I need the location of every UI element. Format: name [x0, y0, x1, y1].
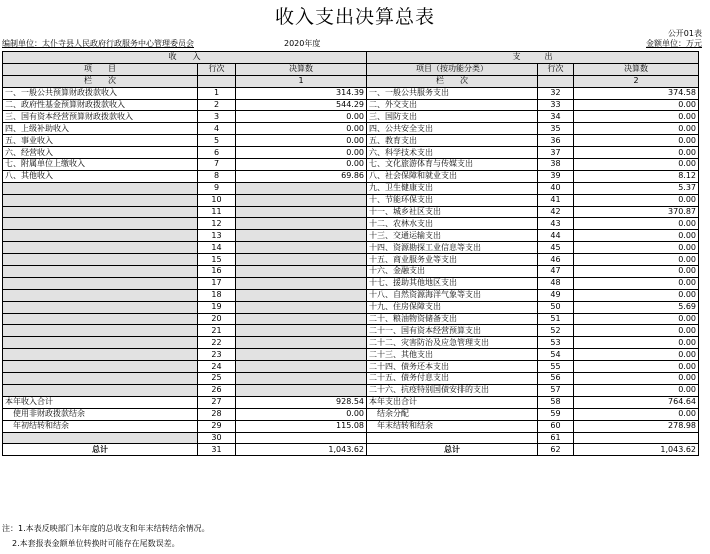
income-header: 收 入 [3, 52, 367, 64]
table-header-row [3, 52, 699, 64]
income-line-cell: 24 [198, 361, 236, 373]
footnotes [2, 521, 210, 551]
income-amount-cell [236, 301, 367, 313]
income-item-cell: 五、事业收入 [3, 135, 198, 147]
income-line-cell: 20 [198, 313, 236, 325]
income-line-cell: 21 [198, 325, 236, 337]
table-row [3, 242, 699, 254]
income-amount-cell [236, 432, 367, 444]
expense-line-cell: 43 [538, 218, 574, 230]
income-amount-cell: 314.39 [236, 87, 367, 99]
income-item-cell: 四、上级补助收入 [3, 123, 198, 135]
income-item-header: 项 目 [3, 63, 198, 75]
expense-line-cell: 34 [538, 111, 574, 123]
expense-item-cell: 十三、交通运输支出 [367, 230, 538, 242]
income-item-cell: 年初结转和结余 [3, 420, 198, 432]
expense-line-cell: 52 [538, 325, 574, 337]
income-amount-cell: 0.00 [236, 123, 367, 135]
table-row [3, 123, 699, 135]
income-item-cell: 二、政府性基金预算财政拨款收入 [3, 99, 198, 111]
expense-amount-cell: 0.00 [574, 313, 699, 325]
income-amount-cell [236, 277, 367, 289]
expense-amount-cell: 0.00 [574, 408, 699, 420]
expense-line-cell: 58 [538, 396, 574, 408]
income-amount-cell [236, 313, 367, 325]
table-row [3, 277, 699, 289]
income-amount-cell: 928.54 [236, 396, 367, 408]
expense-amount-cell: 370.87 [574, 206, 699, 218]
expense-amount-cell: 764.64 [574, 396, 699, 408]
table-row [3, 313, 699, 325]
income-item-cell: 六、经营收入 [3, 147, 198, 159]
expense-amount-cell: 0.00 [574, 123, 699, 135]
income-line-cell: 26 [198, 384, 236, 396]
table-row [3, 135, 699, 147]
income-amount-cell [236, 384, 367, 396]
income-amount-cell [236, 361, 367, 373]
income-line-cell: 3 [198, 111, 236, 123]
expense-line-cell: 35 [538, 123, 574, 135]
expense-item-cell: 十、节能环保支出 [367, 194, 538, 206]
income-item-cell: 八、其他收入 [3, 170, 198, 182]
expense-amount-cell: 0.00 [574, 254, 699, 266]
expense-amount-cell: 0.00 [574, 373, 699, 385]
income-column-blank [198, 75, 236, 87]
income-item-cell [3, 230, 198, 242]
income-amount-cell: 115.08 [236, 420, 367, 432]
expense-amount-cell [574, 432, 699, 444]
money-unit: 金额单位：万元 [646, 39, 702, 48]
table-row [3, 337, 699, 349]
income-amount-cell [236, 218, 367, 230]
income-amount-cell [236, 230, 367, 242]
income-line-cell: 5 [198, 135, 236, 147]
expense-line-cell: 40 [538, 182, 574, 194]
expense-line-cell: 37 [538, 147, 574, 159]
table-row [3, 301, 699, 313]
expense-line-cell: 50 [538, 301, 574, 313]
column-index-row [3, 75, 699, 87]
table-row [3, 289, 699, 301]
income-amount-cell [236, 325, 367, 337]
expense-item-cell: 十一、城乡社区支出 [367, 206, 538, 218]
expense-item-cell: 七、文化旅游体育与传媒支出 [367, 159, 538, 171]
income-item-cell [3, 349, 198, 361]
table-row [3, 99, 699, 111]
income-amount-header: 决算数 [236, 63, 367, 75]
income-item-cell [3, 218, 198, 230]
expense-item-cell: 十四、资源勘探工业信息等支出 [367, 242, 538, 254]
income-line-cell: 8 [198, 170, 236, 182]
income-line-cell: 25 [198, 373, 236, 385]
table-row [3, 254, 699, 266]
expense-item-cell: 五、教育支出 [367, 135, 538, 147]
table-row [3, 218, 699, 230]
income-amount-cell [236, 194, 367, 206]
expense-amount-cell: 0.00 [574, 135, 699, 147]
report-year: 2020年度 [284, 39, 321, 48]
expense-line-cell: 53 [538, 337, 574, 349]
income-item-cell: 一、一般公共预算财政拨款收入 [3, 87, 198, 99]
table-row [3, 87, 699, 99]
expense-column-blank [538, 75, 574, 87]
expense-item-cell: 十六、金融支出 [367, 266, 538, 278]
expense-amount-cell: 0.00 [574, 325, 699, 337]
expense-amount-cell: 0.00 [574, 266, 699, 278]
income-item-cell: 使用非财政拨款结余 [3, 408, 198, 420]
expense-line-cell: 47 [538, 266, 574, 278]
expense-item-cell: 二十、粮油物资储备支出 [367, 313, 538, 325]
expense-item-cell: 二十一、国有资本经营预算支出 [367, 325, 538, 337]
expense-line-cell: 54 [538, 349, 574, 361]
expense-line-cell: 41 [538, 194, 574, 206]
income-line-cell: 6 [198, 147, 236, 159]
expense-line-cell: 61 [538, 432, 574, 444]
income-item-cell: 总计 [3, 444, 198, 456]
expense-amount-cell: 5.37 [574, 182, 699, 194]
table-row [3, 147, 699, 159]
expense-item-cell: 六、科学技术支出 [367, 147, 538, 159]
expense-item-cell: 十二、农林水支出 [367, 218, 538, 230]
income-item-cell: 三、国有资本经营预算财政拨款收入 [3, 111, 198, 123]
income-amount-cell [236, 266, 367, 278]
expense-amount-cell: 1,043.62 [574, 444, 699, 456]
income-amount-cell: 0.00 [236, 135, 367, 147]
income-line-cell: 11 [198, 206, 236, 218]
income-amount-cell [236, 254, 367, 266]
income-amount-cell: 0.00 [236, 159, 367, 171]
table-row [3, 384, 699, 396]
expense-line-cell: 48 [538, 277, 574, 289]
expense-amount-cell: 374.58 [574, 87, 699, 99]
expense-item-cell: 九、卫生健康支出 [367, 182, 538, 194]
expense-amount-cell: 0.00 [574, 337, 699, 349]
expense-amount-cell: 0.00 [574, 361, 699, 373]
report-meta [2, 38, 702, 50]
expense-item-cell: 二、外交支出 [367, 99, 538, 111]
table-row [3, 159, 699, 171]
table-row [3, 396, 699, 408]
income-item-cell: 本年收入合计 [3, 396, 198, 408]
expense-line-cell: 59 [538, 408, 574, 420]
income-line-cell: 1 [198, 87, 236, 99]
form-code: 公开01表 [667, 29, 702, 38]
income-item-cell [3, 313, 198, 325]
income-item-cell [3, 289, 198, 301]
expense-column-label: 栏 次 [367, 75, 538, 87]
expense-line-cell: 62 [538, 444, 574, 456]
income-line-cell: 2 [198, 99, 236, 111]
income-line-cell: 7 [198, 159, 236, 171]
expense-item-cell: 二十二、灾害防治及应急管理支出 [367, 337, 538, 349]
income-line-cell: 9 [198, 182, 236, 194]
income-amount-cell: 544.29 [236, 99, 367, 111]
expense-amount-cell: 8.12 [574, 170, 699, 182]
income-line-cell: 31 [198, 444, 236, 456]
expense-amount-header: 决算数 [574, 63, 699, 75]
expense-item-cell: 三、国防支出 [367, 111, 538, 123]
expense-amount-cell: 0.00 [574, 384, 699, 396]
income-item-cell [3, 242, 198, 254]
income-line-cell: 23 [198, 349, 236, 361]
income-amount-cell: 0.00 [236, 408, 367, 420]
expense-line-cell: 33 [538, 99, 574, 111]
income-line-cell: 30 [198, 432, 236, 444]
expense-line-cell: 57 [538, 384, 574, 396]
income-item-cell [3, 182, 198, 194]
expense-line-header: 行次 [538, 63, 574, 75]
expense-item-cell: 二十五、债务付息支出 [367, 373, 538, 385]
table-row [3, 361, 699, 373]
income-item-cell [3, 254, 198, 266]
expense-amount-cell: 0.00 [574, 349, 699, 361]
expense-amount-cell: 0.00 [574, 289, 699, 301]
expense-amount-cell: 0.00 [574, 230, 699, 242]
footnote-2: 2.本套报表金额单位转换时可能存在尾数误差。 [12, 539, 180, 548]
expense-amount-cell: 0.00 [574, 277, 699, 289]
income-amount-cell [236, 182, 367, 194]
expense-line-cell: 46 [538, 254, 574, 266]
income-line-cell: 10 [198, 194, 236, 206]
income-amount-cell: 0.00 [236, 111, 367, 123]
expense-item-cell: 结余分配 [367, 408, 538, 420]
expense-amount-cell: 0.00 [574, 242, 699, 254]
expense-column-number: 2 [574, 75, 699, 87]
table-row [3, 206, 699, 218]
income-item-cell [3, 432, 198, 444]
table-row [3, 325, 699, 337]
income-amount-cell: 69.86 [236, 170, 367, 182]
expense-item-cell: 总计 [367, 444, 538, 456]
table-row [3, 266, 699, 278]
income-line-cell: 29 [198, 420, 236, 432]
income-item-cell [3, 206, 198, 218]
footnote-1: 注：1.本表反映部门本年度的总收支和年末结转结余情况。 [2, 524, 210, 533]
expense-item-cell: 本年支出合计 [367, 396, 538, 408]
table-row [3, 230, 699, 242]
table-row [3, 420, 699, 432]
income-item-cell [3, 337, 198, 349]
expense-line-cell: 39 [538, 170, 574, 182]
expense-line-cell: 32 [538, 87, 574, 99]
expense-item-cell: 二十三、其他支出 [367, 349, 538, 361]
income-amount-cell [236, 373, 367, 385]
table-row [3, 432, 699, 444]
table-row [3, 111, 699, 123]
income-expense-table [2, 51, 699, 456]
column-header-row [3, 63, 699, 75]
expense-item-cell: 十七、援助其他地区支出 [367, 277, 538, 289]
table-row [3, 182, 699, 194]
income-item-cell [3, 194, 198, 206]
income-amount-cell: 1,043.62 [236, 444, 367, 456]
expense-line-cell: 60 [538, 420, 574, 432]
expense-item-header: 项目（按功能分类） [367, 63, 538, 75]
income-line-cell: 18 [198, 289, 236, 301]
expense-item-cell: 十九、住房保障支出 [367, 301, 538, 313]
reporting-unit: 编制单位：太仆寺县人民政府行政服务中心管理委员会 [2, 39, 194, 48]
expense-amount-cell: 0.00 [574, 159, 699, 171]
income-item-cell [3, 301, 198, 313]
income-item-cell [3, 384, 198, 396]
income-column-number: 1 [236, 75, 367, 87]
income-line-cell: 15 [198, 254, 236, 266]
expense-header: 支 出 [367, 52, 699, 64]
expense-item-cell [367, 432, 538, 444]
total-row [3, 444, 699, 456]
income-amount-cell [236, 349, 367, 361]
income-line-cell: 14 [198, 242, 236, 254]
income-line-cell: 16 [198, 266, 236, 278]
income-item-cell [3, 373, 198, 385]
expense-line-cell: 51 [538, 313, 574, 325]
expense-amount-cell: 0.00 [574, 111, 699, 123]
income-line-cell: 22 [198, 337, 236, 349]
expense-item-cell: 年末结转和结余 [367, 420, 538, 432]
expense-line-cell: 45 [538, 242, 574, 254]
income-amount-cell [236, 242, 367, 254]
income-line-header: 行次 [198, 63, 236, 75]
expense-amount-cell: 0.00 [574, 194, 699, 206]
expense-line-cell: 55 [538, 361, 574, 373]
expense-line-cell: 42 [538, 206, 574, 218]
expense-amount-cell: 5.69 [574, 301, 699, 313]
expense-item-cell: 十五、商业服务业等支出 [367, 254, 538, 266]
income-item-cell [3, 277, 198, 289]
income-line-cell: 4 [198, 123, 236, 135]
income-line-cell: 13 [198, 230, 236, 242]
expense-line-cell: 36 [538, 135, 574, 147]
expense-line-cell: 44 [538, 230, 574, 242]
expense-amount-cell: 0.00 [574, 99, 699, 111]
income-column-label: 栏 次 [3, 75, 198, 87]
expense-amount-cell: 0.00 [574, 147, 699, 159]
income-amount-cell [236, 337, 367, 349]
expense-item-cell: 四、公共安全支出 [367, 123, 538, 135]
table-row [3, 349, 699, 361]
income-item-cell [3, 266, 198, 278]
expense-item-cell: 八、社会保障和就业支出 [367, 170, 538, 182]
income-line-cell: 12 [198, 218, 236, 230]
table-row [3, 373, 699, 385]
table-row [3, 408, 699, 420]
income-line-cell: 28 [198, 408, 236, 420]
income-amount-cell [236, 289, 367, 301]
table-row [3, 194, 699, 206]
expense-amount-cell: 278.98 [574, 420, 699, 432]
expense-amount-cell: 0.00 [574, 218, 699, 230]
income-amount-cell: 0.00 [236, 147, 367, 159]
table-body [3, 87, 699, 456]
income-item-cell: 七、附属单位上缴收入 [3, 159, 198, 171]
expense-item-cell: 二十六、抗疫特别国债安排的支出 [367, 384, 538, 396]
expense-line-cell: 56 [538, 373, 574, 385]
income-item-cell [3, 361, 198, 373]
table-row [3, 170, 699, 182]
income-item-cell [3, 325, 198, 337]
expense-line-cell: 38 [538, 159, 574, 171]
income-amount-cell [236, 206, 367, 218]
income-line-cell: 19 [198, 301, 236, 313]
expense-item-cell: 一、一般公共服务支出 [367, 87, 538, 99]
income-line-cell: 27 [198, 396, 236, 408]
expense-item-cell: 十八、自然资源海洋气象等支出 [367, 289, 538, 301]
expense-item-cell: 二十四、债务还本支出 [367, 361, 538, 373]
expense-line-cell: 49 [538, 289, 574, 301]
income-line-cell: 17 [198, 277, 236, 289]
page-title: 收入支出决算总表 [274, 6, 435, 28]
